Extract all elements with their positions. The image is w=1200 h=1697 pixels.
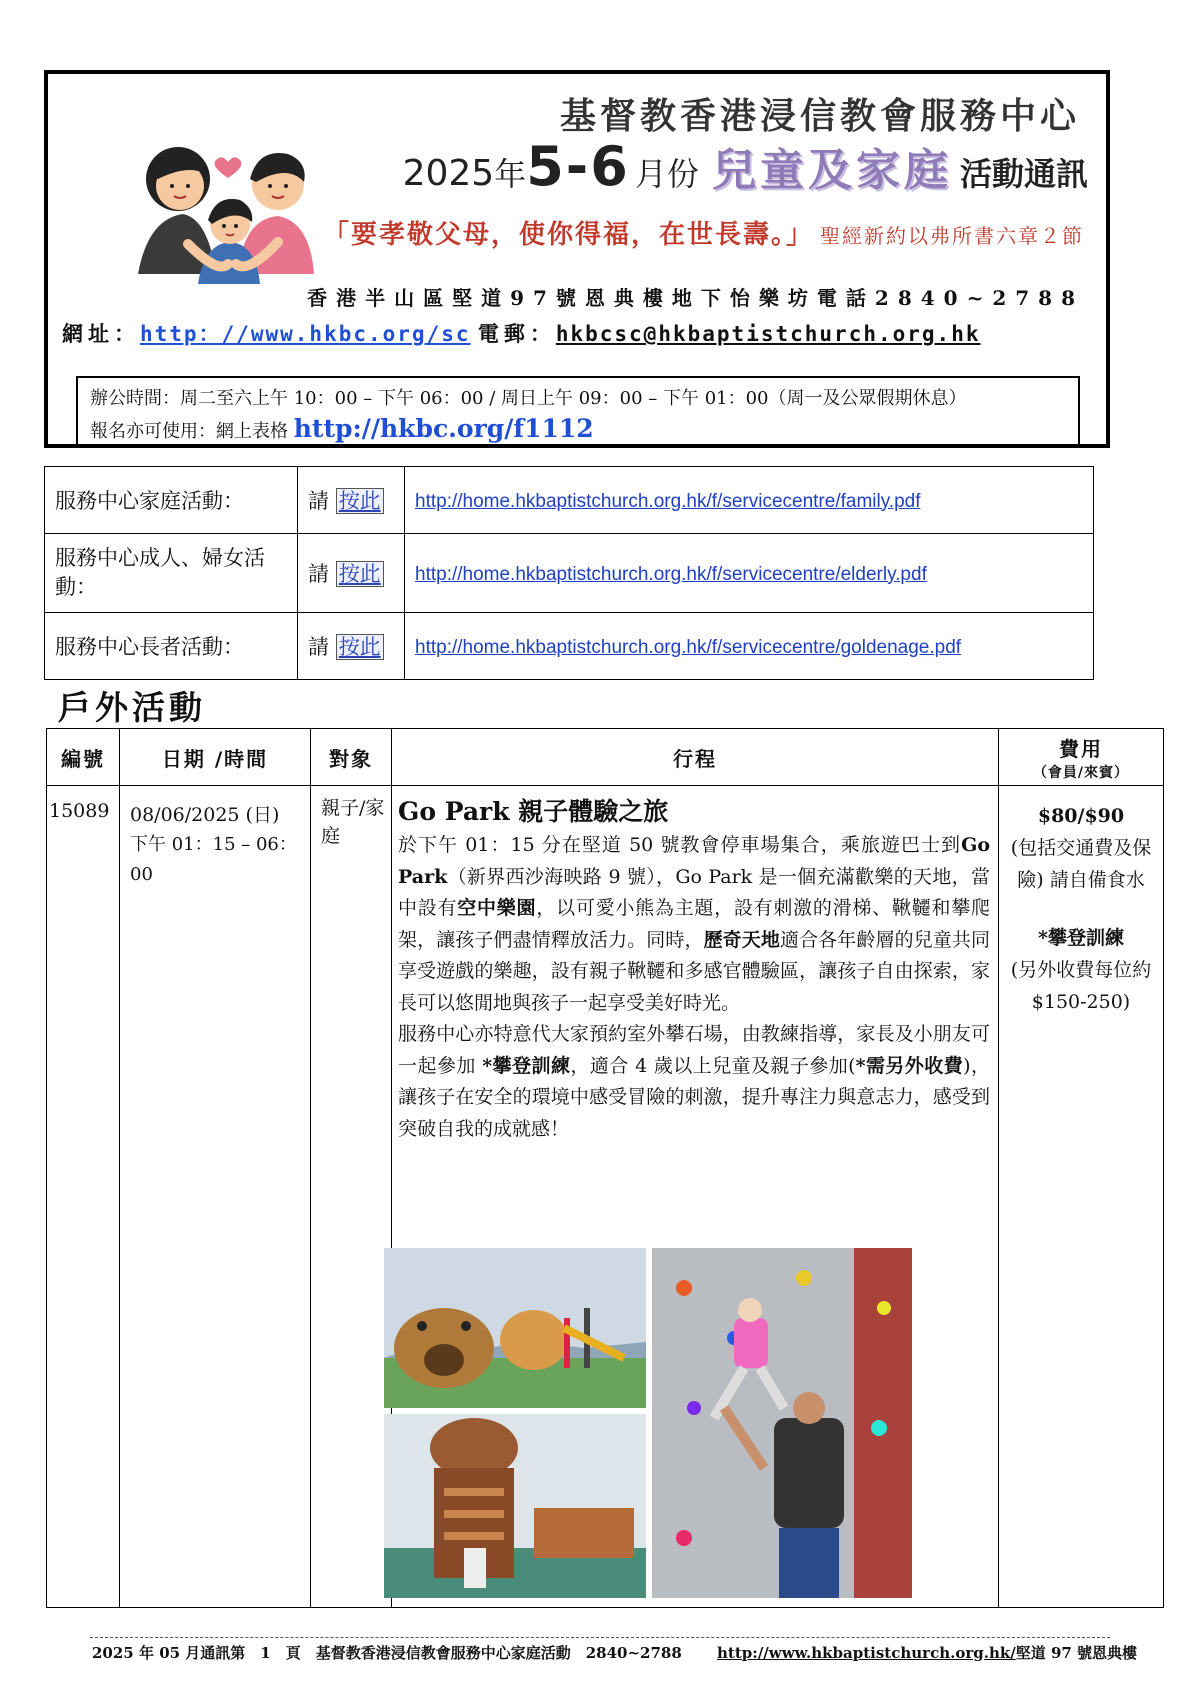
footer-text: 2025 年 05 月通訊第 1 頁 基督教香港浸信教會服務中心家庭活動 2840~2788	[92, 1644, 682, 1662]
link-request	[298, 534, 405, 613]
office-hours-box	[76, 376, 1080, 448]
desc-bold: *攀登訓練	[482, 1054, 571, 1077]
link-prefix: 請	[308, 635, 329, 659]
register-label: 報名亦可使用：網上表格	[90, 421, 288, 442]
fee-extra-title: *攀登訓練	[1038, 927, 1124, 949]
desc-text: )，讓孩子在安全的環境中感受冒險的刺激，提升專注力與意志力，感受到突破自我的成就感！	[398, 1054, 990, 1140]
click-here-button[interactable]: 按此	[336, 561, 384, 587]
col-header-id: 編號	[47, 729, 120, 786]
title-months: 5-6	[526, 135, 630, 198]
activity-date-cell	[120, 786, 311, 1608]
title-month-unit: 月份	[634, 155, 699, 193]
activity-target: 親子/家庭	[311, 786, 392, 1608]
desc-bold: Go Park	[398, 834, 990, 888]
header-box	[44, 70, 1110, 448]
newsletter-title	[403, 134, 1088, 198]
verse-source: 聖經新約以弗所書六章２節	[820, 224, 1084, 248]
web-label: 網址：	[62, 321, 140, 346]
desc-bold: *需另外收費	[855, 1054, 964, 1077]
register-link[interactable]: http://hkbc.org/f1112	[293, 414, 594, 443]
email-label: 電郵：	[477, 321, 556, 346]
footer-divider	[90, 1637, 1110, 1638]
activity-id: 15089	[47, 786, 120, 1608]
office-hours: 辦公時間：周二至六上午 10：00 – 下午 06：00 / 周日上午 09：00 – 下午 01：00（周一及公眾假期休息）	[90, 388, 967, 409]
title-year-unit: 年	[494, 155, 527, 193]
section-title: 戶外活動	[58, 688, 206, 727]
goldenage-pdf-link[interactable]: http://home.hkbaptistchurch.org.hk/f/servicecentre/goldenage.pdf	[415, 636, 962, 658]
photo-climbing-wall	[652, 1248, 912, 1598]
services-links-table	[44, 466, 1094, 680]
footer-url[interactable]: http://www.hkbaptistchurch.org.hk/	[717, 1644, 1016, 1662]
title-year: 2025	[402, 153, 495, 194]
desc-text: 適合各年齡層的兒童共同享受遊戲的樂趣，設有親子鞦韆和多感官體驗區，讓孩子自由探索，家長可以悠閒地與孩子一起享受美好時光。	[398, 928, 990, 1014]
link-url-cell	[405, 467, 1094, 534]
link-prefix: 請	[308, 489, 329, 513]
title-suffix: 活動通訊	[959, 155, 1088, 193]
link-label: 服務中心成人、婦女活動：	[45, 534, 298, 613]
desc-text: 於下午 01：15 分在堅道 50 號教會停車場集合，乘旅遊巴士到	[398, 834, 962, 856]
website-link[interactable]: http：//www.hkbc.org/sc	[140, 322, 471, 346]
register-line	[90, 414, 1066, 447]
col-header-date: 日期 /時間	[120, 729, 311, 786]
verse-quote: 「要孝敬父母，使你得福，在世長壽。」	[322, 220, 814, 250]
activity-fee	[999, 786, 1164, 1608]
link-request	[298, 613, 405, 680]
photo-bear-playground	[384, 1248, 646, 1408]
fee-note: (包括交通費及保險) 請自備食水	[1010, 837, 1152, 891]
col-header-target: 對象	[311, 729, 392, 786]
family-illustration	[128, 124, 318, 294]
table-row	[45, 467, 1094, 534]
fee-price: $80/$90	[1037, 805, 1125, 827]
activity-title: Go Park 親子體驗之旅	[398, 797, 669, 826]
link-label: 服務中心家庭活動：	[45, 467, 298, 534]
link-request	[298, 467, 405, 534]
title-theme: 兒童及家庭	[711, 145, 952, 196]
desc-bold: 歷奇天地	[703, 928, 780, 951]
activity-date: 08/06/2025 (日)	[130, 804, 280, 826]
elderly-pdf-link[interactable]: http://home.hkbaptistchurch.org.hk/f/servicecentre/elderly.pdf	[415, 563, 927, 585]
link-url-cell	[405, 613, 1094, 680]
col-header-itinerary: 行程	[392, 729, 999, 786]
activity-time: 下午 01：15 – 06：00	[130, 834, 297, 885]
org-name: 基督教香港浸信教會服務中心	[559, 95, 1080, 137]
bible-verse	[323, 214, 1084, 251]
contact-line	[62, 318, 980, 348]
table-row	[45, 613, 1094, 680]
email-link[interactable]: hkbcsc@hkbaptistchurch.org.hk	[555, 322, 981, 346]
fee-header-sub: （會員/來賓）	[1032, 764, 1130, 781]
desc-text: （新界西沙海映路 9 號），Go Park 是一個充滿歡樂的天地，當中設有	[398, 865, 990, 919]
click-here-button[interactable]: 按此	[336, 634, 384, 660]
footer	[92, 1642, 1137, 1663]
link-prefix: 請	[308, 562, 329, 586]
fee-extra-note: (另外收費每位約 $150-250)	[1010, 959, 1152, 1013]
desc-bold: 空中樂園	[457, 897, 537, 919]
link-url-cell	[405, 534, 1094, 613]
table-header-row	[47, 729, 1164, 786]
family-pdf-link[interactable]: http://home.hkbaptistchurch.org.hk/f/servicecentre/family.pdf	[415, 490, 921, 512]
footer-address: 堅道 97 號恩典樓	[1015, 1644, 1138, 1662]
link-label: 服務中心長者活動：	[45, 613, 298, 680]
desc-text: 服務中心亦特意代大家預約室外攀石場，由教練指導，家長及小朋友可一起參加	[398, 1023, 990, 1077]
table-row	[45, 534, 1094, 613]
photo-wooden-bear	[384, 1414, 646, 1598]
desc-text: ，以可愛小熊為主題，設有刺激的滑梯、鞦韆和攀爬架，讓孩子們盡情釋放活力。同時，	[398, 897, 990, 951]
desc-text: ，適合 4 歲以上兒童及親子參加(	[570, 1054, 856, 1077]
address-phone: 香港半山區堅道97號恩典樓地下怡樂坊電話2840~2788	[307, 286, 1084, 310]
activity-photos	[384, 1248, 912, 1598]
click-here-button[interactable]: 按此	[336, 488, 384, 514]
col-header-fee	[999, 729, 1164, 786]
fee-header: 費用	[1059, 736, 1103, 761]
